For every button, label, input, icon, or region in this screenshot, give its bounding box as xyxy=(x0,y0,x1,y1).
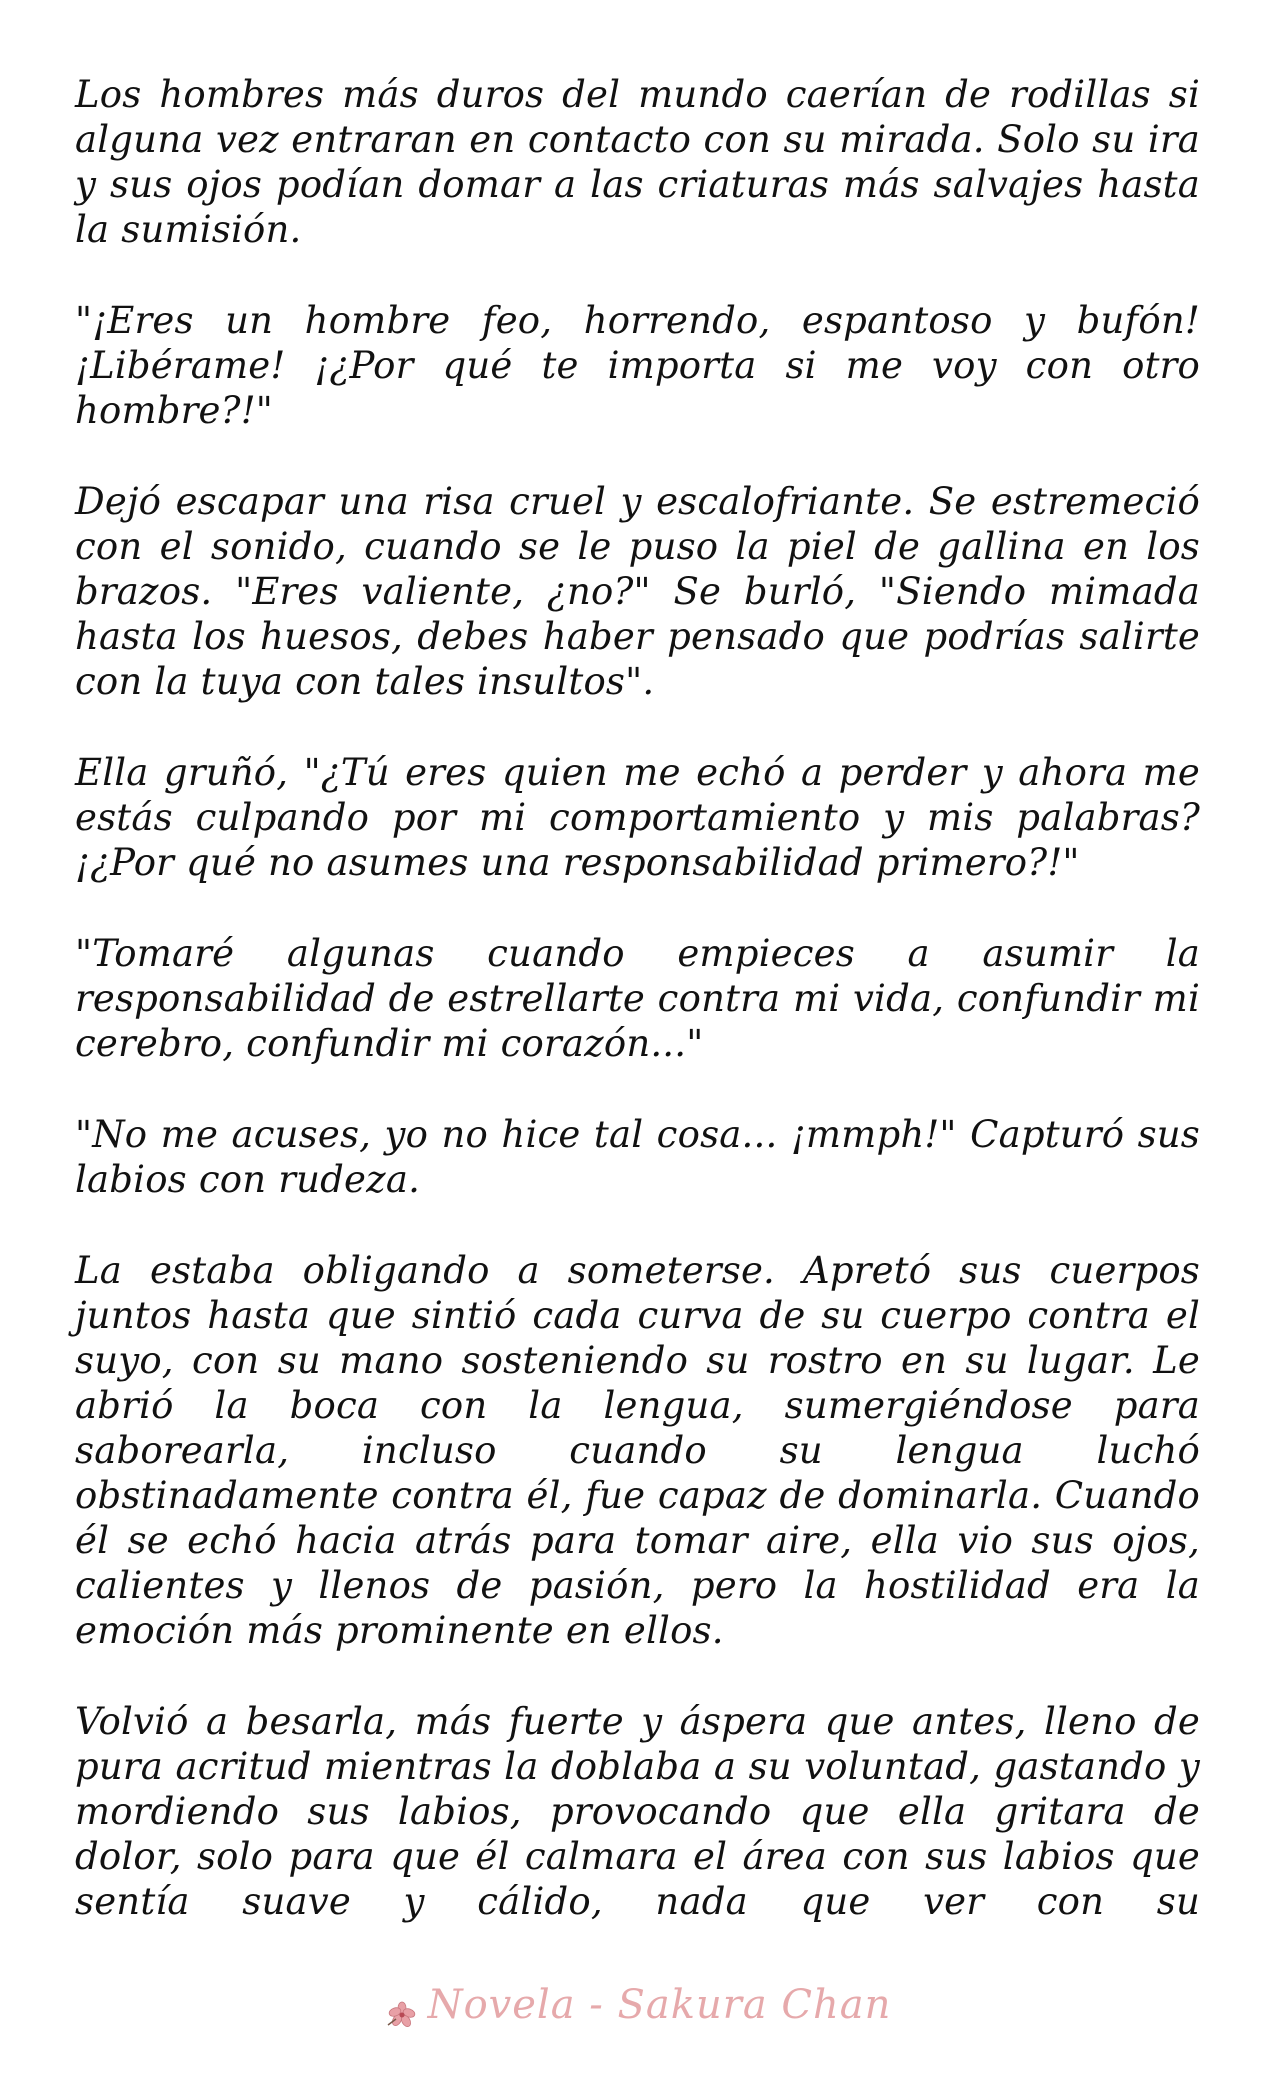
watermark-text: Novela - Sakura Chan xyxy=(427,1982,892,2028)
watermark xyxy=(0,1982,1275,2028)
document-body xyxy=(75,72,1200,1970)
paragraph-7: La estaba obligando a someterse. Apretó sus cuerpos juntos hasta que sintió cada curva de su cuerpo contra el suyo, con su mano sosteniendo su rostro en su lugar. Le abrió la boca con la lengua, sumergiéndose para saborearla, incluso cuando su lengua luchó obstinadamente contra él, fue capaz de dominarla. Cuando él se echó hacia atrás para tomar aire, ella vio sus ojos, calientes y llenos de pasión, pero la hostilidad era la emoción más prominente en ellos. xyxy=(75,1249,1200,1652)
paragraph-2: "¡Eres un hombre feo, horrendo, espantoso y bufón! ¡Libérame! ¡¿Por qué te importa si me voy con otro hombre?!" xyxy=(75,299,1200,432)
paragraph-1: Los hombres más duros del mundo caerían de rodillas si alguna vez entraran en contacto con su mirada. Solo su ira y sus ojos podían domar a las criaturas más salvajes hasta la sumisión. xyxy=(75,73,1200,251)
paragraph-6: "No me acuses, yo no hice tal cosa... ¡mmph!" Capturó sus labios con rudeza. xyxy=(75,1113,1200,1201)
sakura-flower-icon xyxy=(384,1993,422,2023)
paragraph-3: Dejó escapar una risa cruel y escalofriante. Se estremeció con el sonido, cuando se le puso la piel de gallina en los brazos. "Eres valiente, ¿no?" Se burló, "Siendo mimada hasta los huesos, debes haber pensado que podrías salirte con la tuya con tales insultos". xyxy=(75,480,1200,703)
paragraph-8: Volvió a besarla, más fuerte y áspera que antes, lleno de pura acritud mientras la doblaba a su voluntad, gastando y mordiendo sus labios, provocando que ella gritara de dolor, solo para que él calmara el área con sus labios que sentía suave y cálido, nada que ver con su xyxy=(75,1700,1200,1923)
paragraph-5: "Tomaré algunas cuando empieces a asumir la responsabilidad de estrellarte contra mi vida, confundir mi cerebro, confundir mi corazón..." xyxy=(75,932,1200,1065)
paragraph-4: Ella gruñó, "¿Tú eres quien me echó a perder y ahora me estás culpando por mi comportamiento y mis palabras? ¡¿Por qué no asumes una responsabilidad primero?!" xyxy=(75,751,1200,884)
